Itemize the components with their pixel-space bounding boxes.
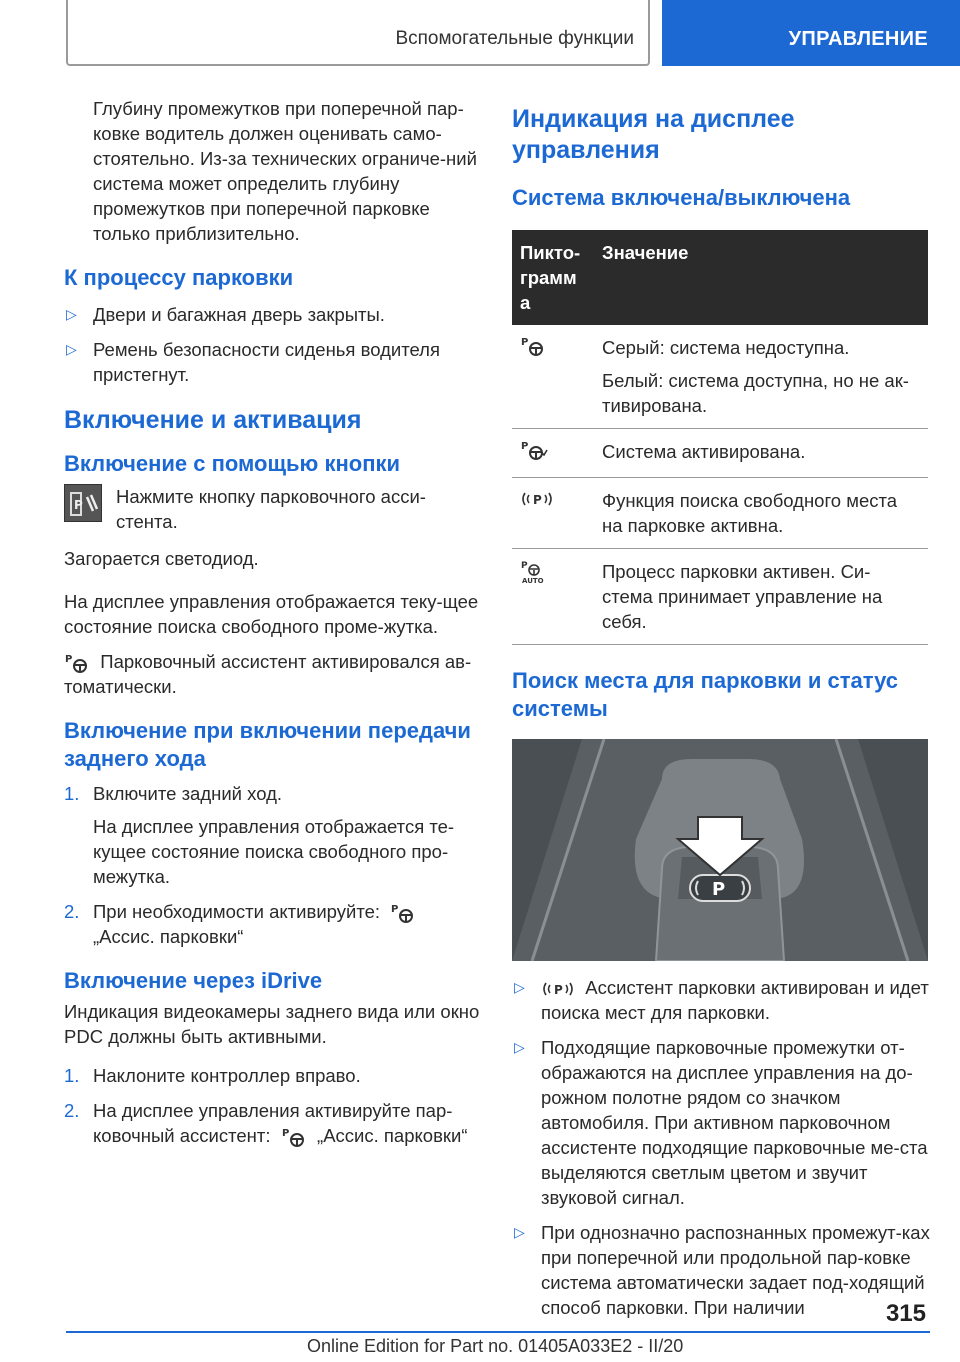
svg-text:P: P: [554, 983, 563, 998]
list-item: 1. Включите задний ход. На дисплее управления отображается те-кущее состояние поиска свободного про-межутка.: [64, 783, 455, 888]
intro-paragraph: Глубину промежутков при поперечной пар-ковке водитель должен оценивать само-стоятельно. Из-за технических ограниче-ний система может определить глубину промежутков при поперечной парковке только приблизительно.: [93, 98, 477, 244]
parking-assist-icon: [281, 1126, 307, 1148]
table-header-meaning: Значение: [594, 230, 928, 325]
svg-text:P: P: [521, 561, 528, 571]
idrive-text: Индикация видеокамеры заднего вида или окно PDC должны быть активными.: [64, 1001, 480, 1048]
right-column: [512, 96, 930, 1330]
list-item: ▷ Подходящие парковочные промежутки от-ображаются на дисплее управления на до-рожном полотне рядом со значком автомобиля. При активном парковочном ассистенте подходящие парковочные ме-ста выделяются светлым цветом и звучит звуковой сигнал.: [514, 1037, 928, 1209]
heading-button-activation: Включение с помощью кнопки: [64, 451, 401, 476]
page-number: 315: [885, 1300, 926, 1327]
triangle-bullet-icon: ▷: [66, 341, 77, 357]
section-title: Вспомогательные функции: [395, 28, 634, 49]
list-item: ▷ При однозначно распознанных промежут-ках при поперечной или продольной пар-ковке система автоматически задает под-ходящий способ парковки. При наличии: [514, 1222, 930, 1319]
chapter-tab: [662, 0, 960, 66]
section-tab: [66, 0, 650, 66]
display-text: На дисплее управления отображается теку-щее состояние поиска свободного проме-жутка.: [64, 591, 479, 637]
button-instruction: P Нажмите кнопку парковочного асси-стента.: [64, 484, 484, 534]
pictogram-table: [512, 230, 928, 645]
parking-display-image: [512, 739, 928, 961]
list-item: 2. На дисплее управления активируйте пар-ковочный ассистент: P „Ассис. парковки“: [64, 1098, 484, 1148]
parking-search-icon: [541, 978, 575, 1000]
list-item: 1. Наклоните контроллер вправо.: [64, 1065, 361, 1087]
led-text: Загорается светодиод.: [64, 548, 259, 569]
svg-text:P: P: [391, 904, 399, 916]
table-row: P Серый: система недоступна. Белый: система доступна, но не ак-тивирована.: [512, 325, 928, 429]
parking-assist-icon: [520, 335, 546, 357]
auto-activation-text: P Парковочный ассистент активировался ав-томатически.: [64, 651, 472, 698]
svg-text:P: P: [712, 879, 726, 900]
heading-parking-process: К процессу парковки: [64, 265, 294, 290]
list-item: 2. При необходимости активируйте: P „Ассис. парковки“: [64, 899, 484, 949]
list-item: ▷ P Ассистент парковки активирован и идет поиска мест для парковки.: [514, 977, 929, 1024]
parking-auto-icon: [520, 559, 550, 585]
heading-parking-search: Поиск места для парковки и статус системы: [512, 668, 899, 721]
left-column: [64, 96, 484, 1158]
page-header: [0, 0, 960, 66]
triangle-bullet-icon: ▷: [514, 1039, 525, 1056]
svg-text:P: P: [65, 654, 73, 666]
triangle-bullet-icon: ▷: [514, 1224, 525, 1241]
list-item: ▷ Двери и багажная дверь закрыты.: [66, 304, 385, 325]
parking-search-icon: [520, 488, 554, 510]
svg-text:AUTO: AUTO: [522, 577, 544, 585]
svg-text:P: P: [281, 1128, 290, 1140]
footer-divider: [66, 1331, 930, 1333]
parking-assist-icon: [64, 652, 90, 674]
heading-reverse-activation: Включение при включении передачи заднего хода: [64, 718, 471, 772]
chapter-title: УПРАВЛЕНИЕ: [788, 28, 928, 50]
list-item: ▷ Ремень безопасности сиденья водителя пристегнут.: [66, 339, 440, 385]
parking-assist-icon: [390, 902, 416, 924]
heading-idrive-activation: Включение через iDrive: [64, 968, 323, 994]
table-header-row: [512, 230, 928, 325]
parking-button-icon: [64, 484, 102, 522]
heading-display-indication: Индикация на дисплее управления: [512, 105, 795, 164]
table-row: P Функция поиска свободного места на парковке активна.: [512, 478, 928, 549]
heading-activation: Включение и активация: [64, 406, 362, 434]
svg-text:P: P: [74, 498, 83, 512]
triangle-bullet-icon: ▷: [66, 306, 77, 322]
triangle-bullet-icon: ▷: [514, 979, 525, 995]
table-header-pictogram: Пикто-грамм а: [512, 230, 594, 325]
heading-system-onoff: Система включена/выключена: [512, 185, 851, 210]
parking-assist-active-icon: [520, 439, 548, 461]
table-row: P AUTO Процесс парковки активен. Си-стема принимает управление на себя.: [512, 549, 928, 645]
svg-text:P: P: [521, 337, 529, 348]
edition-text: Online Edition for Part no. 01405A033E2 - II/20: [307, 1336, 684, 1356]
svg-text:P: P: [521, 441, 529, 452]
svg-text:P: P: [533, 493, 542, 507]
table-row: P Система активирована.: [512, 429, 928, 478]
